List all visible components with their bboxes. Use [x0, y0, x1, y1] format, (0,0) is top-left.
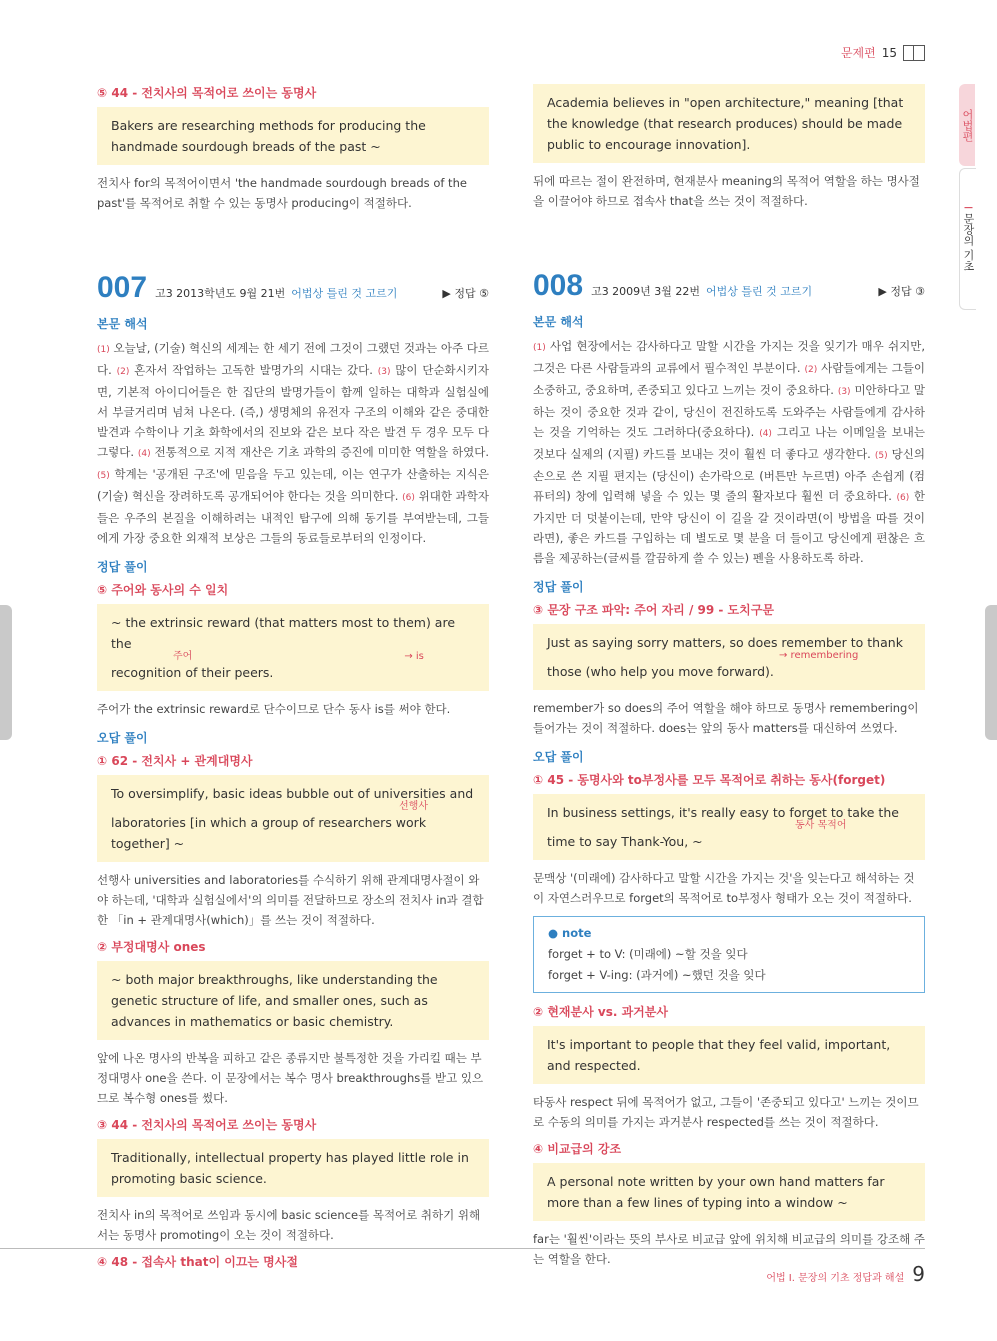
question-header [97, 271, 489, 305]
book-icon [903, 45, 925, 61]
explanation: 앞에 나온 명사의 반복을 피하고 같은 종류지만 불특정한 것을 가리킬 때는 부정대명사 one을 쓴다. 이 문장에서는 복수 명사 breakthroughs를 받고 있으므로 복수형 ones를 썼다. [97, 1051, 484, 1105]
example-box: Academia believes in "open architecture," meaning [that the knowledge (that research produces) should be made public to encourage innovation]. [533, 84, 925, 163]
example-box: ~ the extrinsic reward (that matters most to them) are the 주어 → is recognition of their peers. [97, 604, 489, 691]
example-box: In business settings, it's really easy to forget to take the 동사 목적어 time to say Thank-You, ~ [533, 794, 925, 860]
tab-chapter-label: 문장의 기초 [962, 213, 975, 272]
question-type: 어법상 틀린 것 고르기 [706, 285, 813, 298]
example-box: Bakers are researching methods for producing the handmade sourdough breads of the past ~ [97, 107, 489, 165]
section-title: 정답 풀이 [533, 580, 584, 594]
example-box: It's important to people that they feel valid, important, and respected. [533, 1026, 925, 1084]
question-source: 고3 2013학년도 9월 21번 [155, 287, 286, 300]
annotation: 동사 목적어 [795, 820, 847, 831]
note-line: forget + to V: (미래에) ~할 것을 잊다 [548, 947, 748, 961]
section-title: 본문 해석 [533, 315, 584, 329]
sub-heading: ③ 44 - 전치사의 목적어로 쓰이는 동명사 [97, 1118, 317, 1132]
note-box [533, 916, 925, 993]
explanation: 주어가 the extrinsic reward로 단수이므로 단수 동사 is를 써야 한다. [97, 702, 451, 716]
question-source: 고3 2009년 3월 22번 [591, 285, 701, 298]
explanation: 타동사 respect 뒤에 목적어가 없고, 그들이 '존중되고 있다고' 느끼는 것이므로 수동의 의미를 가지는 과거분사 respected를 쓰는 것이 적절하다. [533, 1095, 919, 1129]
left-column [97, 78, 489, 1276]
example-box: Just as saying sorry matters, so does remember to thank → remembering those (who help you move forward). [533, 624, 925, 690]
sub-heading: ① 45 - 동명사와 to부정사를 모두 목적어로 취하는 동사(forget) [533, 773, 886, 787]
explanation: 문맥상 '(미래에) 감사하다고 말할 시간을 가지는 것'을 잊는다고 해석하는 것이 자연스러우므로 forget의 목적어로 to부정사 형태가 오는 것이 적절하다. [533, 871, 915, 905]
section-title: 정답 풀이 [97, 560, 148, 574]
translation-body: (1) 사업 현장에서는 감사하다고 말할 시간을 가지는 것을 잊기가 매우 쉬지만, 그것은 다른 사람들과의 교류에서 필수적인 부분이다. (2) 사람들에게는 그들이 소중하고, 중요하며, 존중되고 있다고 느끼는 것이 중요하다. (3) 미안하다고 말하는 것이 중요한 것과 같이, 당신이 전진하도록 도와주는 사람들에게 감사하는 것을 기억하는 것도 그러하다(중요하다). (4) 그리고 나는 이메일을 보내는 것보다 실제의 (지필) 카드를 보내는 것이 훨씬 더 좋다고 생각한다. (5) 당신의 손으로 쓴 지필 편지는 (당신이) 손가락으로 (버튼만 누르면) 아주 손쉽게 (컴퓨터의) 창에 입력해 넣을 수 있는 몇 줄의 활자보다 훨씬 더 중요하다. (6) 한 가지만 더 덧붙이는데, 만약 당신이 이 길을 갈 것이라면(이 방법을 따를 것이라면), 좋은 카드를 구입하는 데 별도로 몇 분을 더 들이고 당신에게 편찮은 흐름을 제공하는(글씨를 깔끔하게 쓸 수 있는) 펜을 사용하도록 하라. [533, 339, 926, 565]
header-label: 문제편 [840, 46, 876, 60]
explanation: far는 '훨씬'이라는 뜻의 부사로 비교급 앞에 위치해 비교급의 의미를 강조해 주는 역할을 한다. [533, 1232, 925, 1266]
annotation: → remembering [779, 650, 859, 661]
sub-heading: ④ 48 - 접속사 that이 이끄는 명사절 [97, 1255, 298, 1269]
answer-label: ▶ 정답 ⑤ [442, 287, 489, 300]
tab-roman: I [961, 206, 975, 210]
sub-heading: ④ 비교급의 강조 [533, 1142, 622, 1156]
footer-text: 어법 I. 문장의 기초 정답과 해설 [766, 1273, 905, 1284]
footer-divider [0, 1248, 925, 1249]
sub-heading: ③ 문장 구조 파악: 주어 자리 / 99 - 도치구문 [533, 603, 774, 617]
explanation: remember가 so does의 주어 역할을 해야 하므로 동명사 remembering이 들어가는 것이 적절하다. does는 앞의 동사 matters를 대신하여 쓰였다. [533, 701, 919, 735]
right-page-edge [985, 605, 997, 740]
question-number: 007 [97, 271, 148, 304]
answer-label: ▶ 정답 ③ [878, 285, 925, 298]
header-page: 15 [881, 45, 897, 60]
page-number: 9 [912, 1262, 925, 1286]
section-title: 오답 풀이 [533, 750, 584, 764]
annotation: 선행사 [399, 801, 428, 812]
example-box: A personal note written by your own hand matters far more than a few lines of typing into a window ~ [533, 1163, 925, 1221]
section-title: 오답 풀이 [97, 731, 148, 745]
tab-chapter[interactable] [959, 168, 976, 310]
page-footer [766, 1262, 925, 1286]
sub-heading: ⑤ 44 - 전치사의 목적어로 쓰이는 동명사 [97, 86, 317, 100]
sub-heading: ② 부정대명사 ones [97, 940, 206, 954]
explanation: 전치사 for의 목적어이면서 'the handmade sourdough breads of the past'를 목적어로 취할 수 있는 동명사 producing이 적절하다. [97, 176, 467, 210]
left-page-edge [0, 605, 12, 740]
sub-heading: ⑤ 주어와 동사의 수 일치 [97, 583, 229, 597]
translation-body: (1) 오늘날, (기술) 혁신의 세계는 한 세기 전에 그것이 그랬던 것과는 아주 다르다. (2) 혼자서 작업하는 고독한 발명가의 시대는 갔다. (3) 많이 단순화시키자면, 기본적 아이디어들은 한 집단의 발명가들이 함께 일하는 대학과 실험실에서 부글거리며 넘쳐 나온다. (즉,) 생명체의 유전자 구조의 이해와 같은 중대한 발견과 수학이나 기초 화학에서의 진보와 같은 보다 작은 발견 두 경우 모두 다 그렇다. (4) 전통적으로 지적 재산은 기초 과학의 증진에 미미한 역할을 하였다. (5) 학계는 '공개된 구조'에 믿음을 두고 있는데, 이는 연구가 산출하는 지식은 (기술) 혁신을 장려하도록 공개되어야 한다는 것을 의미한다. (6) 위대한 과학자들은 우주의 본질을 이해하려는 내적인 탐구에 의해 동기를 부여받는데, 그들에게 가장 중요한 외재적 보상은 그들의 동료들로부터의 인정이다. [97, 341, 490, 545]
explanation: 뒤에 따르는 절이 완전하며, 현재분사 meaning의 목적어 역할을 하는 명사절을 이끌어야 하므로 접속사 that을 쓰는 것이 적절하다. [533, 174, 920, 208]
question-type: 어법상 틀린 것 고르기 [291, 287, 398, 300]
example-box: Traditionally, intellectual property has played little role in promoting basic science. [97, 1139, 489, 1197]
explanation: 전치사 in의 목적어로 쓰임과 동시에 basic science를 목적어로 취하기 위해서는 동명사 promoting이 오는 것이 적절하다. [97, 1208, 481, 1242]
side-tabs [959, 84, 997, 310]
tab-part[interactable]: 어법편 [959, 84, 975, 166]
right-column [533, 78, 925, 1277]
page-header [841, 44, 925, 61]
question-number: 008 [533, 269, 584, 302]
question-header [533, 269, 925, 303]
example-box: ~ both major breakthroughs, like understanding the genetic structure of life, and smaller ones, such as advances in mathematics or basic chemistry. [97, 961, 489, 1040]
example-box: To oversimplify, basic ideas bubble out of universities and 선행사 laboratories [in which a group of researchers work together] ~ [97, 775, 489, 862]
sub-heading: ② 현재분사 vs. 과거분사 [533, 1005, 668, 1019]
note-line: forget + V-ing: (과거에) ~했던 것을 잊다 [548, 968, 766, 982]
explanation: 선행사 universities and laboratories를 수식하기 위해 관계대명사절이 와야 하는데, '대학과 실험실에서'의 의미를 전달하므로 장소의 전치사 in과 결합한 「in + 관계대명사(which)」를 쓰는 것이 적절하다. [97, 873, 484, 927]
annotation: 주어 → is [173, 651, 424, 662]
sub-heading: ① 62 - 전치사 + 관계대명사 [97, 754, 253, 768]
note-title: ● note [548, 926, 592, 940]
section-title: 본문 해석 [97, 317, 148, 331]
